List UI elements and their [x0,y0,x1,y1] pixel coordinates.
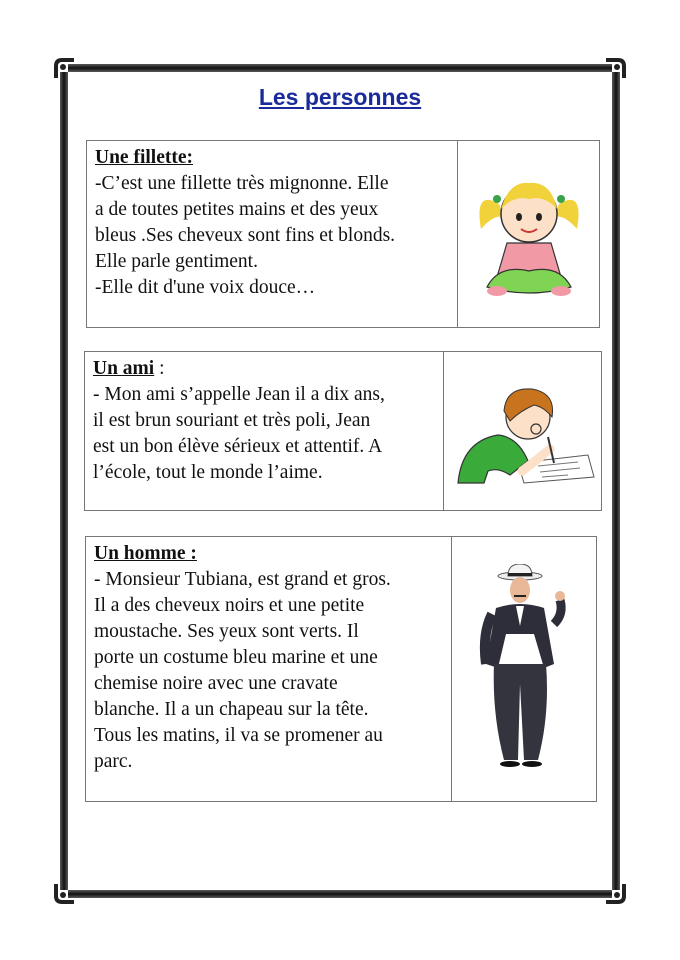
text-line: est un bon élève sérieux et attentif. A [93,436,383,457]
text-line: Elle parle gentiment. [95,251,258,272]
text-line: -Elle dit d'une voix douce… [95,277,316,298]
text-line: parc. [94,751,133,772]
section-text [85,352,444,510]
page-title: Les personnes [258,84,422,110]
text-line: porte un costume bleu marine et une [94,647,378,668]
heading-colon: : [154,358,165,379]
text-line: moustache. Ses yeux sont verts. Il [94,621,359,642]
section-text [86,537,452,801]
text-line: blanche. Il a un chapeau sur la tête. [94,699,369,720]
text-line: chemise noire avec une cravate [94,673,338,694]
text-line: - Mon ami s’appelle Jean il a dix ans, [93,384,385,405]
section-text [87,141,458,327]
text-line: -C’est une fillette très mignonne. Elle [95,173,389,194]
section-ami [84,351,602,511]
text-line: - Monsieur Tubiana, est grand et gros. [94,569,391,590]
man-in-suit-photo [452,537,596,801]
text-line: Il a des cheveux noirs et une petite [94,595,365,616]
boy-writing-illustration [444,352,601,510]
girl-illustration [458,141,599,327]
text-line: l’école, tout le monde l’aime. [93,462,323,483]
text-line: bleus .Ses cheveux sont fins et blonds. [95,225,396,246]
text-line: il est brun souriant et très poli, Jean [93,410,371,431]
section-heading: Un ami [93,358,155,379]
section-heading: Une fillette: [95,147,193,168]
section-heading: Un homme : [94,543,197,564]
section-homme [85,536,597,802]
section-fillette [86,140,600,328]
text-line: Tous les matins, il va se promener au [94,725,383,746]
text-line: a de toutes petites mains et des yeux [95,199,379,220]
